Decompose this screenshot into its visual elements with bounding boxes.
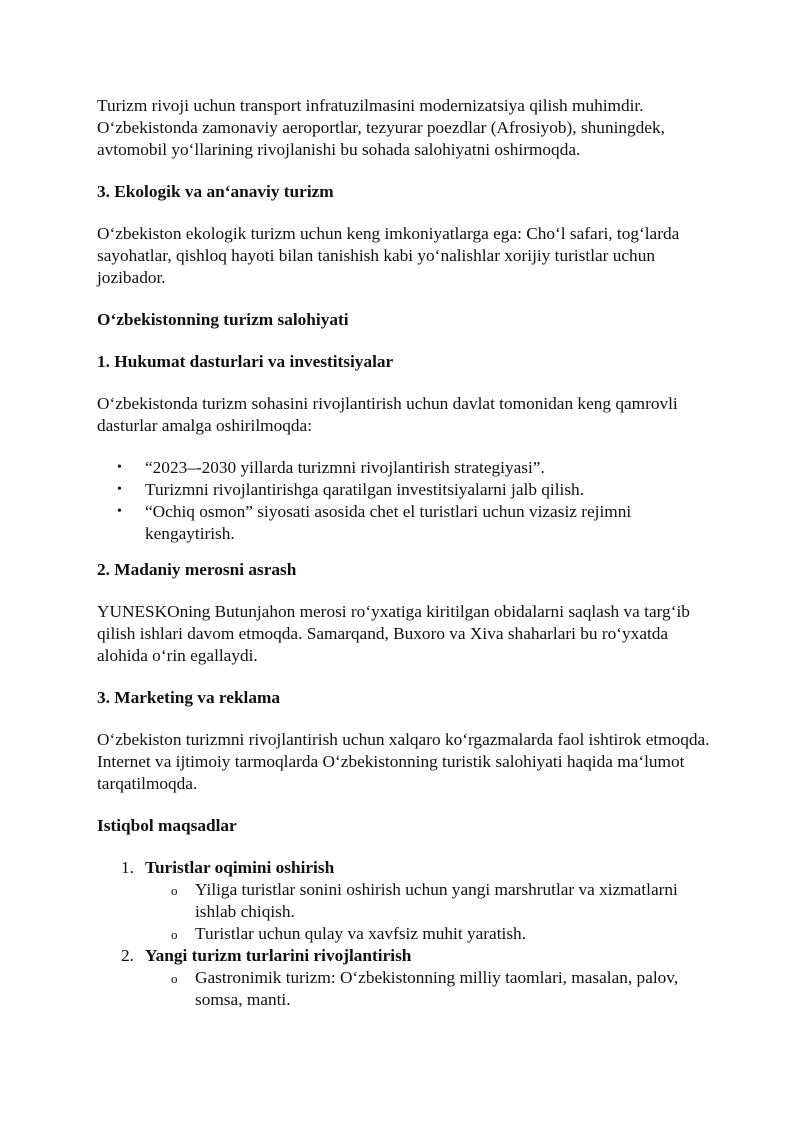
goal-title: Turistlar oqimini oshirish [145, 858, 335, 877]
heading-tourism-potential: O‘zbekistonning turizm salohiyati [97, 310, 349, 329]
list-item [97, 501, 717, 545]
list-item [97, 457, 717, 479]
government-programs-list [97, 457, 717, 545]
heading-government-programs: 1. Hukumat dasturlari va investitsiyalar [97, 352, 394, 371]
marketing-paragraph: O‘zbekiston turizmni rivojlantirish uchun xalqaro ko‘rgazmalarda faol ishtirok etmoqda. Internet va ijtimoiy tarmoqlarda O‘zbekistonning turistik salohiyati haqida ma‘lumot tarqatilmoqda. [97, 730, 710, 793]
sublist-item [145, 967, 717, 1011]
goal-sublist [145, 879, 717, 945]
sublist-item-text: Turistlar uchun qulay va xavfsiz muhit yaratish. [195, 924, 527, 943]
sublist-item-text: Yiliga turistlar sonini oshirish uchun yangi marshrutlar va xizmatlarni ishlab chiqish. [195, 880, 678, 921]
heading-marketing: 3. Marketing va reklama [97, 688, 281, 707]
intro-paragraph: Turizm rivoji uchun transport infratuzilmasini modernizatsiya qilish muhimdir. O‘zbekistonda zamonaviy aeroportlar, tezyurar poezdlar (Afrosiyob), shuningdek, avtomobil yo‘llarining rivojlanishi bu sohada salohiyatni oshirmoqda. [97, 96, 665, 159]
circle-bullet-icon: o [171, 883, 178, 898]
goal-title: Yangi turizm turlarini rivojlantirish [145, 946, 412, 965]
bullet-icon: • [117, 482, 122, 497]
circle-bullet-icon: o [171, 971, 178, 986]
goal-number: 2. [121, 946, 134, 965]
government-programs-paragraph: O‘zbekistonda turizm sohasini rivojlantirish uchun davlat tomonidan keng qamrovli dasturlar amalga oshirilmoqda: [97, 394, 678, 435]
goal-item [97, 857, 717, 945]
list-item-text: Turizmni rivojlantirishga qaratilgan investitsiyalarni jalb qilish. [145, 480, 585, 499]
sublist-item [145, 923, 717, 945]
goal-item [97, 945, 717, 1011]
sublist-item-text: Gastronimik turizm: O‘zbekistonning milliy taomlari, masalan, palov, somsa, manti. [195, 968, 679, 1009]
eco-tourism-paragraph: O‘zbekiston ekologik turizm uchun keng imkoniyatlarga ega: Cho‘l safari, tog‘larda sayohatlar, qishloq hayoti bilan tanishish kabi yo‘nalishlar xorijiy turistlar uchun jozibador. [97, 224, 680, 287]
list-item [97, 479, 717, 501]
list-item-text: “2023–-2030 yillarda turizmni rivojlantirish strategiyasi”. [145, 458, 545, 477]
bullet-icon: • [117, 460, 122, 475]
document-page [97, 95, 717, 1011]
future-goals-list [97, 857, 717, 1011]
circle-bullet-icon: o [171, 927, 178, 942]
goal-sublist [145, 967, 717, 1011]
cultural-heritage-paragraph: YUNESKOning Butunjahon merosi ro‘yxatiga kiritilgan obidalarni saqlash va targ‘ib qilish ishlari davom etmoqda. Samarqand, Buxoro va Xiva shaharlari bu ro‘yxatda alohida o‘rin egallaydi. [97, 602, 690, 665]
heading-eco-tourism: 3. Ekologik va an‘anaviy turizm [97, 182, 334, 201]
heading-cultural-heritage: 2. Madaniy merosni asrash [97, 560, 297, 579]
heading-future-goals: Istiqbol maqsadlar [97, 816, 237, 835]
bullet-icon: • [117, 504, 122, 519]
goal-number: 1. [121, 858, 134, 877]
list-item-text: “Ochiq osmon” siyosati asosida chet el turistlari uchun vizasiz rejimni kengaytirish. [145, 502, 632, 543]
sublist-item [145, 879, 717, 923]
